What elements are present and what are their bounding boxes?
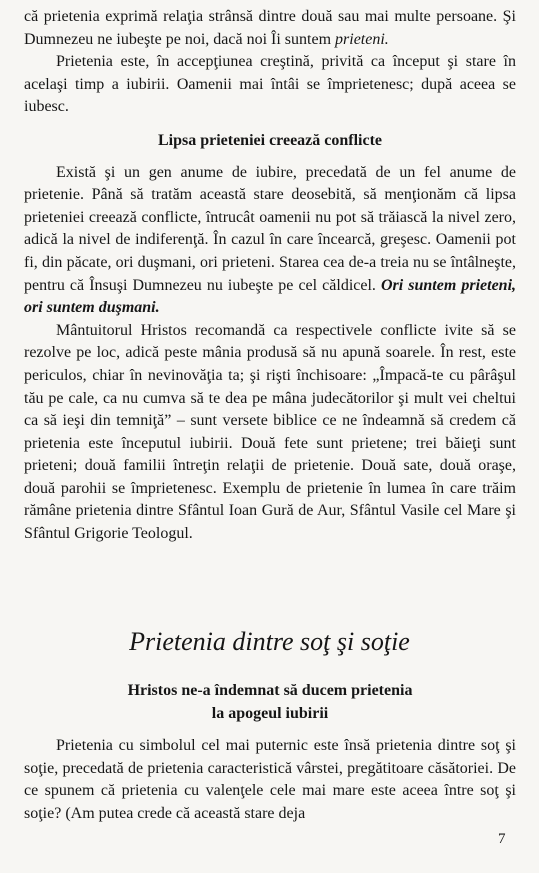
page-number: 7 <box>498 831 506 847</box>
chapter-title: Prietenia dintre soţ şi soţie <box>129 627 410 656</box>
paragraph-3-text: Există şi un gen anume de iubire, precedată de un fel anume de prietenie. Până să tratăm această stare deosebită, să menţionăm că lipsa prieteniei creează conflicte, întrucât oamenii nu pot să trăiască la nivel zero, adică la nivel de indiferenţă. În cazul în care încearcă, greşesc. Oamenii pot fi, din păcate, ori duşmani, ori prieteni. Starea cea de-a treia nu se întâlneşte, pentru că Însuşi Dumnezeu nu iubeşte pe cel căldicel. <box>24 163 516 294</box>
section-heading-apogee-line-1: Hristos ne-a îndemnat să ducem prietenia <box>127 682 413 699</box>
paragraph-3-emphasis: Ori suntem prieteni, ori suntem duşmani. <box>24 276 517 317</box>
section-heading-apogee-line-2: la apogeul iubirii <box>211 704 329 722</box>
paragraph-3 <box>24 162 516 320</box>
paragraph-5: Prietenia cu simbolul cel mai puternic este însă prietenia dintre soţ şi soţie, precedată de prietenia caracteristică vârstei, pregătitoare căsătoriei. De ce spunem că prietenia cu valenţele cele mai mare este aceea între soţ şi soţie? (Am putea crede că această stare deja <box>24 737 516 822</box>
section-heading-conflicts: Lipsa prieteniei creează conflicte <box>157 131 383 149</box>
paragraph-4: Mântuitorul Hristos recomandă ca respectivele conflicte ivite să se rezolve pe loc, adică peste mânia produsă să nu apună soarele. În rest, este periculos, chiar în nevinovăţia ta; şi rişti închisoare: „Împacă-te cu pârâşul tău pe cale, ca nu cumva să te dea pe mâna judecătorilor şi mult vei cheltui ca să ieşi din temniţă” – sunt versete biblice ce ne îndeamnă să credem că prietenia este începutul iubirii. Două fete sunt prietene; trei băieţi sunt prieteni; două familii întreţin relaţii de prietenie. Două sate, două oraşe, două parohii se împrietenesc. Exemplu de prietenie în lumea în care trăim rămâne prietenia dintre Sfântul Ioan Gură de Aur, Sfântul Vasile cel Mare şi Sfântul Grigorie Teologul. <box>24 321 516 543</box>
body-text-top <box>24 6 516 546</box>
paragraph-1-italic: prieteni. <box>335 30 389 48</box>
paragraph-1-text: că prietenia exprimă relaţia strânsă dintre două sau mai multe persoane. Şi Dumnezeu ne iubeşte pe noi, dacă noi Îi suntem <box>24 8 516 48</box>
body-text-bottom <box>24 680 516 826</box>
paragraph-1 <box>24 6 516 51</box>
paragraph-2: Prietenia este, în accepţiunea creştină, privită ca început şi stare în acelaşi timp a iubirii. Oamenii mai întâi se împrietenesc; după aceea se iubesc. <box>24 53 516 116</box>
